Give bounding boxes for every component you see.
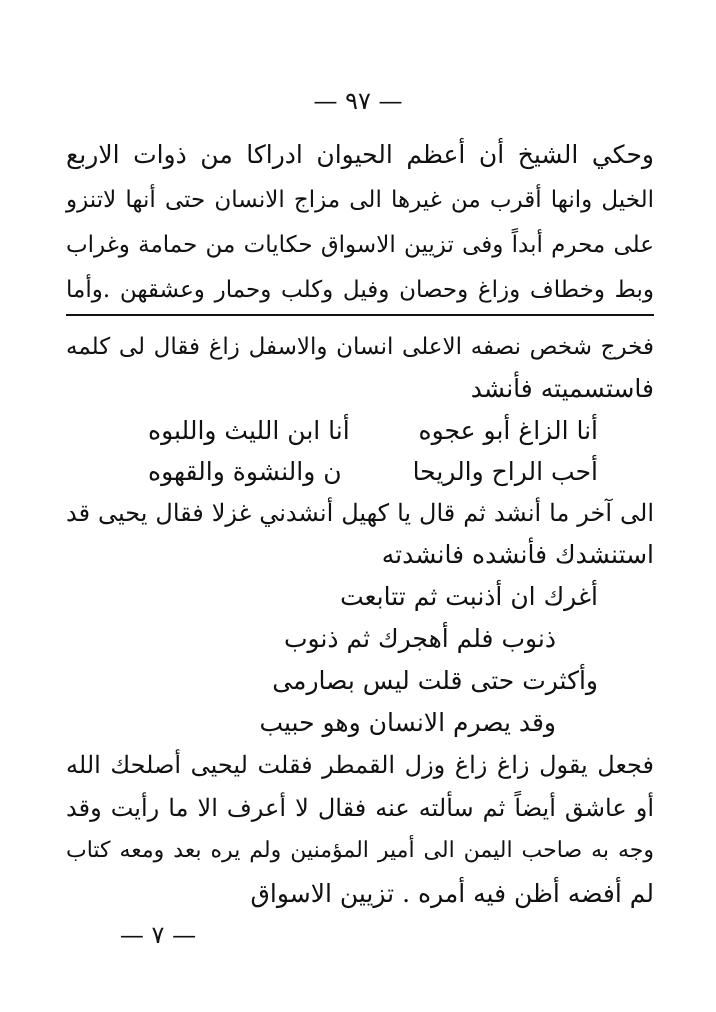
text-line: فجعل يقول زاغ زاغ وزل القمطر فقلت ليحيى أصلحك الله — [66, 751, 654, 779]
verse-line: وقد يصرم الانسان وهو حبيب — [259, 708, 556, 737]
verse-line: أغرك ان أذنبت ثم تتابعت — [340, 582, 598, 611]
verse-hemistich-left: ن والنشوة والقهوه — [148, 457, 342, 486]
text-line: استنشدك فأنشده فانشدته — [381, 540, 654, 569]
verse-hemistich-left: أنا ابن الليث واللبوه — [148, 416, 350, 445]
text-line: الخيل وانها أقرب من غيرها الى مزاج الانسان حتى أنها لاتنزو — [66, 187, 654, 213]
text-line: فخرج شخص نصفه الاعلى انسان والاسفل زاغ فقال لى كلمه — [66, 334, 654, 360]
verse-hemistich-right: أنا الزاغ أبو عجوه — [418, 416, 598, 445]
text-line: لم أفضه أظن فيه أمره . تزيين الاسواق — [250, 879, 654, 908]
text-line: وحكي الشيخ أن أعظم الحيوان ادراكا من ذوات الاربع — [66, 140, 654, 169]
horizontal-rule — [66, 314, 654, 316]
page-number-bottom: — ٧ — — [119, 921, 197, 949]
text-line: وبط وخطاف وزاغ وحصان وفيل وكلب وحمار وعشقهن .وأما — [66, 277, 654, 303]
text-line: الى آخر ما أنشد ثم قال يا كهيل أنشدني غزلا فقال يحيى قد — [66, 499, 654, 527]
verse-line: ذنوب فلم أهجرك ثم ذنوب — [284, 624, 556, 653]
verse-line: وأكثرت حتى قلت ليس بصارمى — [272, 666, 598, 695]
page-number-top: — ٩٧ — — [313, 87, 403, 115]
verse-hemistich-right: أحب الراح والريحا — [412, 457, 598, 486]
text-line: أو عاشق أيضاً ثم سألته عنه فقال لا أعرف الا ما رأيت وقد — [66, 794, 654, 822]
text-line: على محرم أبداً وفى تزيين الاسواق حكايات من حمامة وغراب — [66, 232, 654, 258]
text-line: وجه به صاحب اليمن الى أمير المؤمنين ولم يره بعد ومعه كتاب — [66, 838, 654, 863]
text-line: فاستسميته فأنشد — [470, 374, 654, 403]
